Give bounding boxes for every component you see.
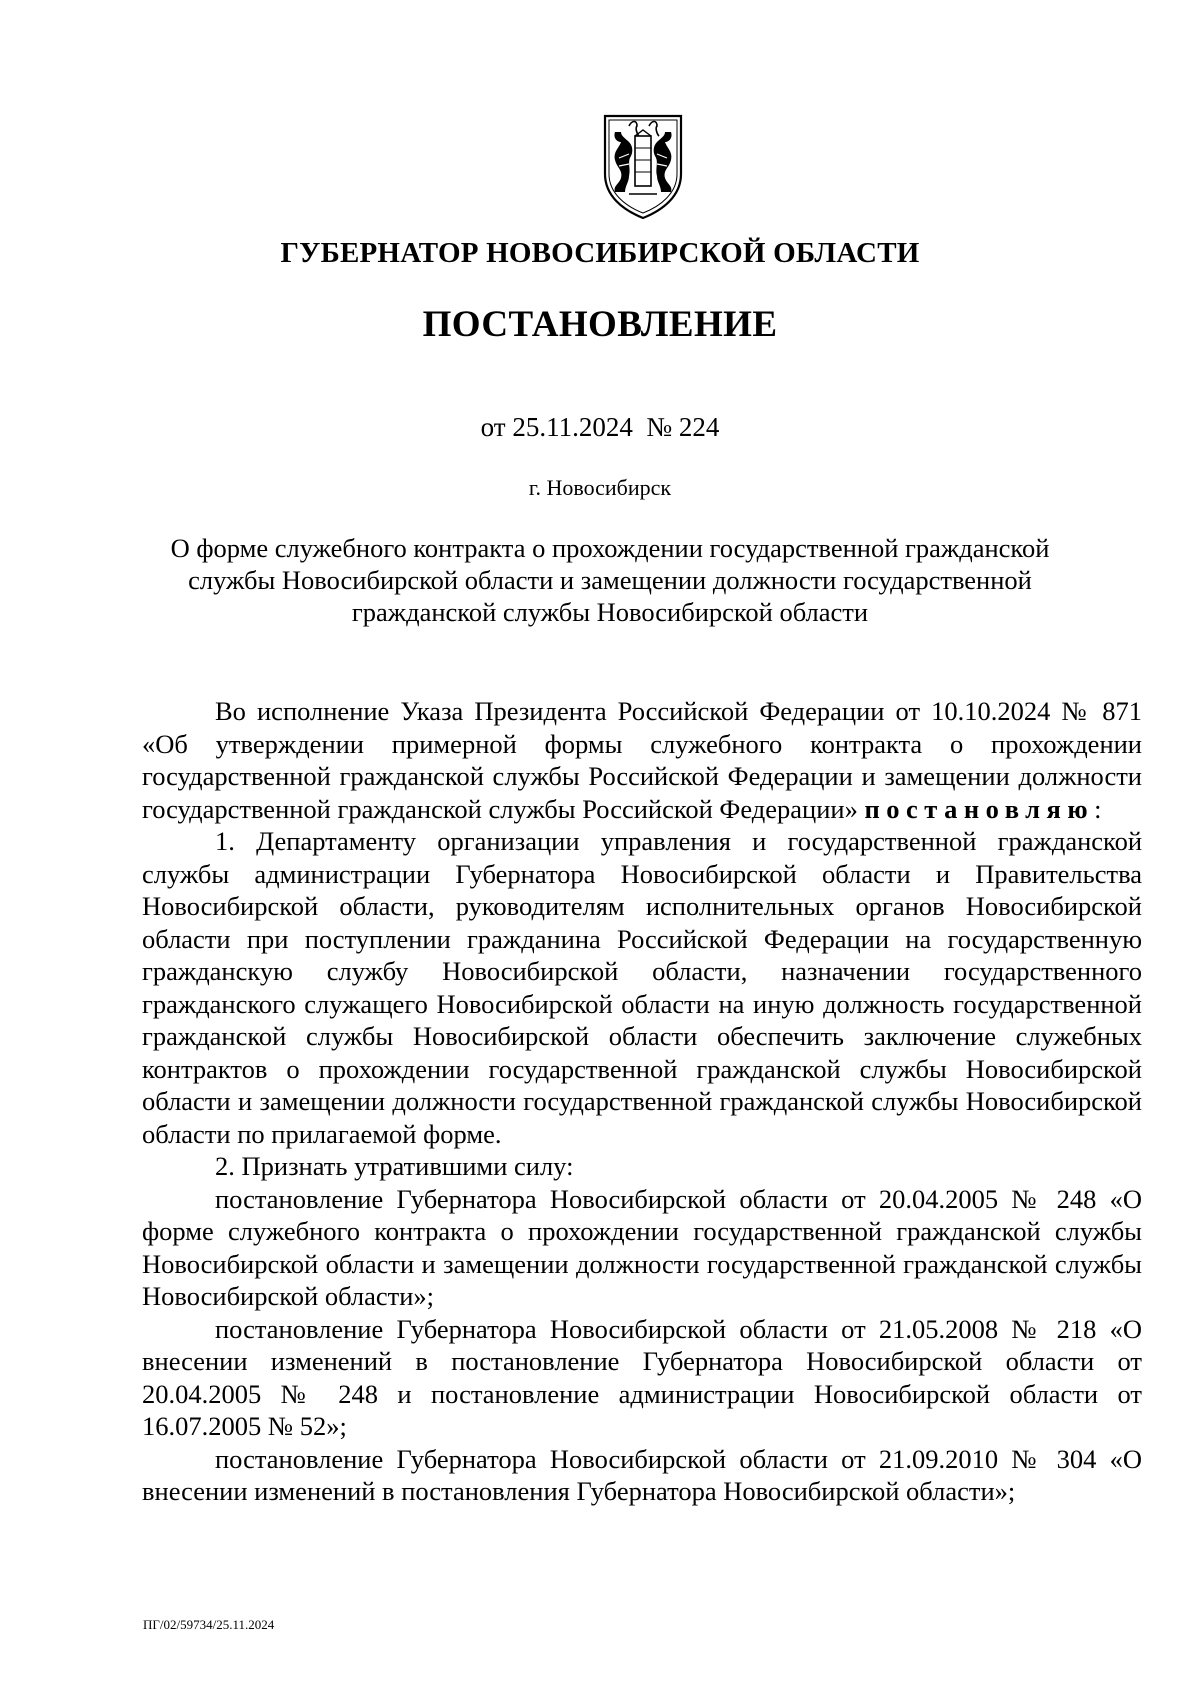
novosibirsk-coat-of-arms-icon [599,112,687,220]
preamble-paragraph [142,695,1142,825]
repealed-act-2: постановление Губернатора Новосибирской области от 21.05.2008 № 218 «О внесении изменений в постановление Губернатора Новосибирской области от 20.04.2005 № 248 и постановление администрации Новосибирской области от 16.07.2005 № 52»; [142,1313,1142,1441]
doc-city: г. Новосибирск [528,475,672,500]
repealed-act-3: постановление Губернатора Новосибирской области от 21.09.2010 № 304 «О внесении изменений в постановления Губернатора Новосибирской области»; [142,1443,1142,1506]
resolve-word: постановляю [864,793,1095,824]
repealed-act-1: постановление Губернатора Новосибирской области от 20.04.2005 № 248 «О форме служебного контракта о прохождении государственной гражданской службы Новосибирской области и замещении должности государственной гражданской службы Новосибирской области»; [142,1183,1142,1311]
item-1-paragraph: 1. Департаменту организации управления и государственной гражданской службы администрации Губернатора Новосибирской области и Правительства Новосибирской области, руководителям исполнительных органов Новосибирской области при поступлении гражданина Российской Федерации на государственную гражданскую службу Новосибирской области, назначении государственного гражданского служащего Новосибирской области на иную должность государственной гражданской службы Новосибирской области обеспечить заключение служебных контрактов о прохождении государственной гражданской службы Новосибирской области и замещении должности государственной гражданской службы Новосибирской области по прилагаемой форме. [142,826,1142,1149]
org-title: ГУБЕРНАТОР НОВОСИБИРСКОЙ ОБЛАСТИ [280,237,920,269]
document-body [142,695,1142,1508]
document-registry-code: ПГ/02/59734/25.11.2024 [143,1617,275,1632]
doc-date-number: от 25.11.2024 № 224 [480,412,720,442]
item-2-paragraph: 2. Признать утратившими силу: [215,1151,574,1181]
resolve-colon: : [1094,793,1102,824]
preamble-text: Во исполнение Указа Президента Российской Федерации от 10.10.2024 № 871 «Об утверждении примерной формы служебного контракта о прохождении государственной гражданской службы Российской Федерации и замещении должности государственной гражданской службы Российской Федерации» [142,696,1142,824]
document-subject: О форме служебного контракта о прохождении государственной гражданской службы Новосибирской области и замещении должности государственной гражданской службы Новосибирской области [170,533,1050,627]
doc-type-title: ПОСТАНОВЛЕНИЕ [422,304,778,345]
